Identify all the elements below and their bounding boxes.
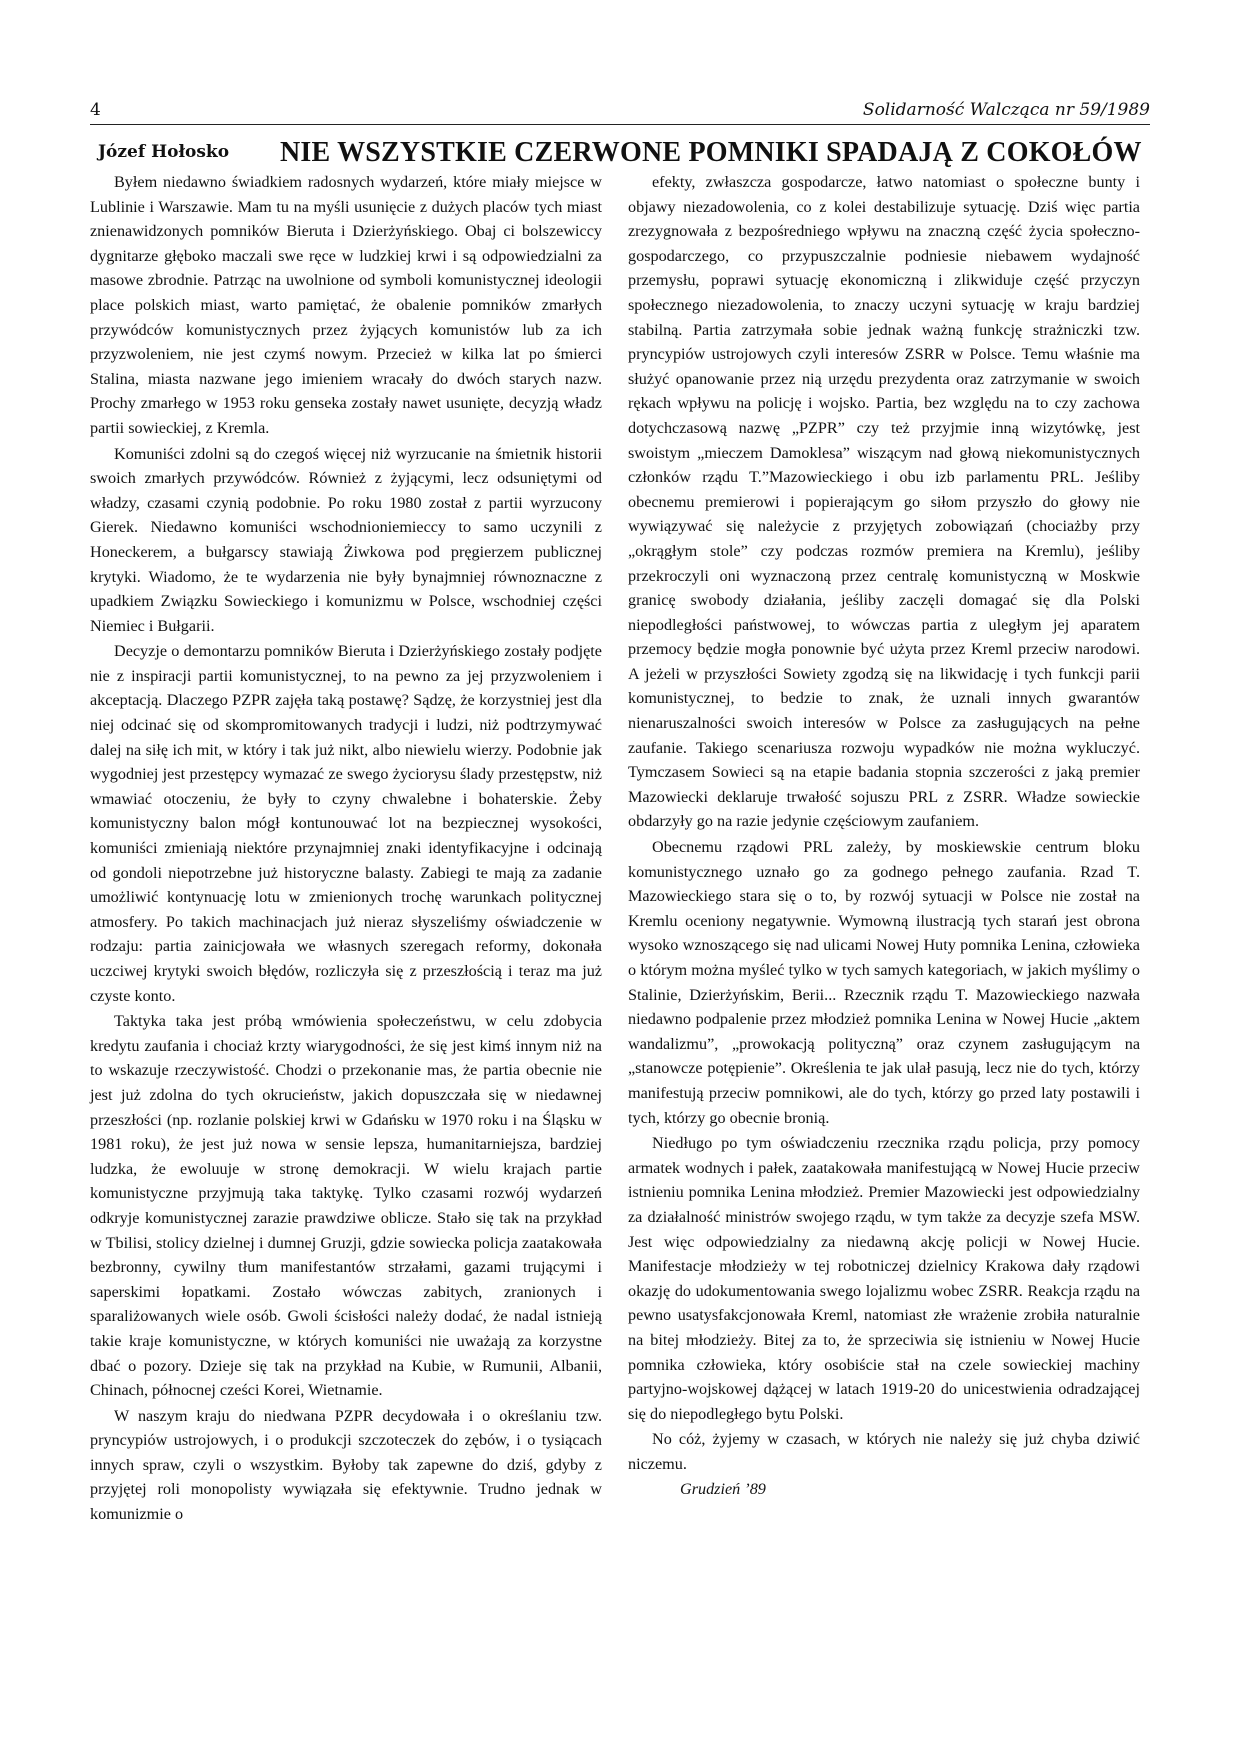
publication-title: Solidarność Walcząca nr 59/1989: [862, 100, 1150, 120]
article-author: Józef Hołosko: [98, 142, 230, 162]
article-column-left: [90, 170, 602, 1528]
paragraph: Komuniści zdolni są do czegoś więcej niż wyrzucanie na śmietnik historii swoich zmarłych przywódców. Również z żyjącymi, lecz odsuniętymi od władzy, czasami czynią podobnie. Po roku 1980 został z partii wyrzucony Gierek. Niedawno komuniści wschodnioniemieccy to samo uczynili z Honeckerem, a bułgarscy stawiają Żiwkowa pod pręgierzem publicznej krytyki. Wiadomo, że te wydarzenia nie były bynajmniej równoznaczne z upadkiem Związku Sowieckiego i komunizmu w Polsce, wschodniej części Niemiec i Bułgarii.: [90, 444, 602, 635]
paragraph: Byłem niedawno świadkiem radosnych wydarzeń, które miały miejsce w Lublinie i Warszawie. Mam tu na myśli usunięcie z dużych placów tych miast znienawidzonych pomników Bieruta i Dzierżyńskiego. Obaj ci bolszewiccy dygnitarze głęboko maczali swe ręce w ludzkiej krwi i są odpowiedzialni za masowe zbrodnie. Patrząc na uwolnione od symboli komunistycznej ideologii place polskich miast, warto pamiętać, że obalenie pomników zmarłych przywódców komunistycznych przez żyjących komunistów lub za ich przyzwoleniem, nie jest czymś nowym. Przecież w kilka lat po śmierci Stalina, miasta nazwane jego imieniem wracały do dwóch starych nazw. Prochy zmarłego w 1953 roku genseka zostały nawet usunięte, decyzją władz partii sowieckiej, z Kremla.: [90, 173, 602, 437]
paragraph: W naszym kraju do niedwana PZPR decydowała i o określaniu tzw. pryncypiów ustrojowych, i o produkcji szczoteczek do zębów, i o tysiącach innych spraw, czyli o wszystkim. Byłoby tak zapewne do dziś, gdyby z przyjętej roli monopolisty wywiązała się efektywnie. Trudno jednak w komunizmie o: [90, 1406, 602, 1524]
paragraph: No cóż, żyjemy w czasach, w których nie należy się już chyba dziwić niczemu.: [628, 1430, 1140, 1473]
article-column-right: [628, 170, 1140, 1503]
page-number: 4: [90, 100, 101, 120]
article-signoff: Grudzień ’89: [680, 1480, 766, 1499]
paragraph: Obecnemu rządowi PRL zależy, by moskiewskie centrum bloku komunistycznego uznało go za godnego pełnego zaufania. Rzad T. Mazowieckiego stara się o to, by rozwój sytuacji w Polsce nie został na Kremlu oceniony negatywnie. Wymowną ilustracją tych starań jest obrona wysoko wznoszącego się nad ulicami Nowej Huty pomnika Lenina, człowieka o którym można myśleć tylko w tych samych kategoriach, w jakich myślimy o Stalinie, Dzierżyńskim, Berii... Rzecznik rządu T. Mazowieckiego nazwała niedawno podpalenie przez młodzież pomnika Lenina w Nowej Hucie „aktem wandalizmu”, „prowokacją polityczną” oraz czynem zasługującym na „stanowcze potępienie”. Określenia te jak ulał pasują, lecz nie do tych, którzy manifestują przeciw pomnikowi, ale do tych, którzy go przed laty postawili i tych, którzy go obecnie bronią.: [628, 838, 1140, 1127]
running-header: [90, 100, 1150, 125]
paragraph: Taktyka taka jest próbą wmówienia społeczeństwu, w celu zdobycia kredytu zaufania i chociaż krzty wiarygodności, że się jest kimś innym niż na to wskazuje rzeczywistość. Chodzi o przekonanie mas, że partia obecnie nie jest już zdolna do tych okrucieństw, jakich dopuszczała się w niedawnej przeszłości (np. rozlanie polskiej krwi w Gdańsku w 1970 roku i na Śląsku w 1981 roku), że jest już nowa w sensie lepsza, humanitarniejsza, bardziej ludzka, że ewoluuje w stronę demokracji. W wielu krajach partie komunistyczne przyjmują taka taktykę. Tylko czasami rozwój wydarzeń odkryje komunistycznej zarazie prawdziwe oblicze. Stało się tak na przykład w Tbilisi, stolicy dzielnej i dumnej Gruzji, gdzie sowiecka policja zaatakowała bezbronny, cywilny tłum manifestantów strzałami, gazami trującymi i saperskimi łopatkami. Zostało wówczas zabitych, zranionych i sparaliżowanych wiele osób. Gwoli ścisłości należy dodać, że nadal istnieją takie kraje komunistyczne, w których komuniści nie uważają za korzystne dbać o pozory. Dzieje się tak na przykład na Kubie, w Rumunii, Albanii, Chinach, północnej cześci Korei, Wietnamie.: [90, 1012, 602, 1400]
paragraph: Niedługo po tym oświadczeniu rzecznika rządu policja, przy pomocy armatek wodnych i pałek, zaatakowała manifestującą w Nowej Hucie przeciw istnieniu pomnika Lenina młodzież. Premier Mazowiecki jest odpowiedzialny za działalność ministrów swojego rządu, w tym także za decyzje szefa MSW. Jest więc odpowiedzialny za niedawną akcję policji w Nowej Hucie. Manifestacje młodzieży w tej robotniczej dzielnicy Krakowa dały rządowi okazję do udokumentowania swego lojalizmu wobec ZSRR. Reakcja rządu na pewno usatysfakcjonowała Kreml, natomiast złe wrażenie zrobiła naturalnie na bitej młodzieży. Bitej za to, że sprzeciwia się istnieniu w Nowej Hucie pomnika człowieka, który osobiście stał na czele sowieckiej machiny partyjno-wojskowej dążącej w latach 1919-20 do unicestwienia odradzającej się do niepodległego bytu Polski.: [628, 1134, 1140, 1423]
article-headline: NIE WSZYSTKIE CZERWONE POMNIKI SPADAJĄ Z COKOŁÓW: [280, 137, 1142, 168]
paragraph: efekty, zwłaszcza gospodarcze, łatwo natomiast o społeczne bunty i objawy niezadowolenia, co z kolei destabilizuje sytuację. Dziś więc partia zrezygnowała z bezpośredniego wpływu na znaczną część życia społeczno-gospodarczego, co przypuszczalnie podniesie niebawem wydajność przemysłu, poprawi sytuację ekonomiczną i zlikwiduje część przyczyn społecznego niezadowolenia, to znaczy uczyni sytuację w kraju bardziej stabilną. Partia zatrzymała sobie jednak ważną funkcję strażniczki tzw. pryncypiów ustrojowych czyli interesów ZSRR w Polsce. Temu właśnie ma służyć opanowanie przez nią urzędu prezydenta oraz zatrzymanie w swoich rękach wpływu na policję i wojsko. Partia, bez względu na to czy zachowa dotychczasową nazwę „PZPR” czy też przyjmie inną wizytówkę, jest swoistym „mieczem Damoklesa” wiszącym nad głową niekomunistycznych członków rządu T.”Mazowieckiego i obu izb parlamentu PRL. Jeśliby obecnemu premierowi i popierającym go siłom przyszło do głowy nie wywiązywać się należycie z przyjętych zobowiązań (chociażby przy „okrągłym stole” czy podczas rozmów premiera na Kremlu), jeśliby przekroczyli oni wyznaczoną przez centralę komunistyczną w Moskwie granicę swobody działania, jeśliby zaczęli domagać się dla Polski niepodległości państwowej, to wówczas partia z uległym jej aparatem przemocy będzie mogła ponownie być użyta przez Kreml przeciw narodowi. A jeżeli w przyszłości Sowiety zgodzą się na likwidację i tych funkcji parii komunistycznej, to bedzie to znak, że uznali innych gwarantów nienaruszalności swoich interesów w Polsce za zasługujących na pełne zaufanie. Takiego scenariusza rozwoju wypadków nie można wykluczyć. Tymczasem Sowieci są na etapie badania stopnia szczerości z jaką premier Mazowiecki deklaruje trwałość sojuszu PRL z ZSRR. Władze sowieckie obdarzyły go na razie jedynie częściowym zaufaniem.: [628, 173, 1140, 831]
paragraph: Decyzje o demontarzu pomników Bieruta i Dzierżyńskiego zostały podjęte nie z inspiracji partii komunistycznej, to na pewno za jej przyzwoleniem i akceptacją. Dlaczego PZPR zajęła taką postawę? Sądzę, że korzystniej jest dla niej odcinać się od skompromitowanych tradycji i ludzi, niż podtrzymywać dalej na siłę ich mit, w który i tak już nikt, albo niewielu wierzy. Podobnie jak wygodniej jest przestępcy wymazać ze swego życiorysu ślady przestępstw, niż wmawiać otoczeniu, że były to czyny chwalebne i bohaterskie. Żeby komunistyczny balon mógł kontunouwać lot na bezpiecznej wysokości, komuniści zmieniają niektóre przynajmniej znaki identyfikacyjne i odcinają od gondoli niepotrzebne już historyczne balasty. Zabiegi te mają za zadanie umożliwić kontynuację lotu w zmienionych trochę warunkach politycznej atmosfery. Po takich machinacjach już nieraz słyszeliśmy oświadczenie w rodzaju: partia zainicjowała we własnych szeregach reformy, dokonała uczciwej krytyki swoich błędów, rozliczyła się z przeszłością i teraz ma już czyste konto.: [90, 642, 602, 1005]
